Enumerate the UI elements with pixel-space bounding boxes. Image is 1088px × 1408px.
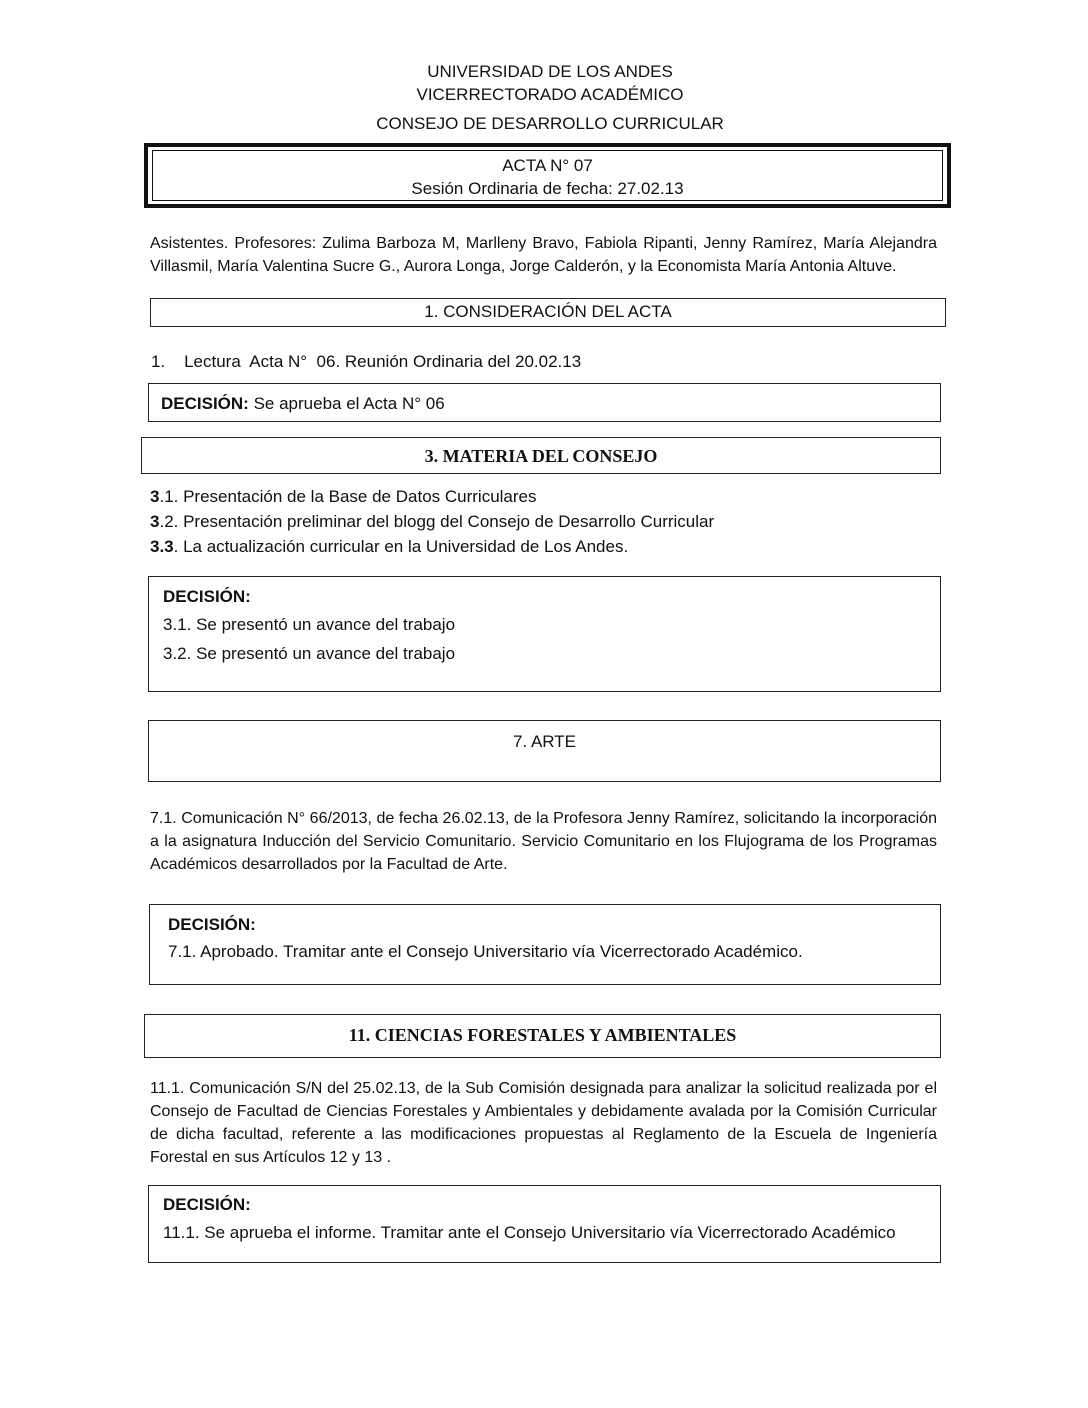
section3-item-list — [150, 484, 714, 559]
section7-header-box — [148, 720, 941, 782]
section3-title: 3. MATERIA DEL CONSEJO — [424, 446, 658, 466]
section7-paragraph: 7.1. Comunicación N° 66/2013, de fecha 26.02.13, de la Profesora Jenny Ramírez, solicitando la incorporación a la asignatura Inducción del Servicio Comunitario. Servicio Comunitario en los Flujograma de los Programas Académicos desarrollados por la Facultad de Arte. — [150, 810, 937, 873]
section3-header-box — [141, 437, 941, 474]
decision-text: 7.1. Aprobado. Tramitar ante el Consejo Universitario vía Vicerrectorado Académico. — [168, 942, 803, 961]
section3-decision-box — [148, 576, 941, 692]
section3-item: 3.1. Presentación de la Base de Datos Curriculares — [150, 487, 537, 506]
section11-title: 11. CIENCIAS FORESTALES Y AMBIENTALES — [348, 1025, 737, 1045]
decision-label: DECISIÓN: — [168, 915, 256, 934]
section3-item: 3.3. La actualización curricular en la Universidad de Los Andes. — [150, 537, 629, 556]
section11-paragraph: 11.1. Comunicación S/N del 25.02.13, de la Sub Comisión designada para analizar la solicitud realizada por el Consejo de Facultad de Ciencias Forestales y Ambientales y debidamente avalada por la Comisión Curricular de dicha facultad, referente a las modificaciones propuestas al Reglamento de la Escuela de Ingeniería Forestal en sus Artículos 12 y 13 . — [150, 1080, 937, 1166]
decision-label: DECISIÓN: — [161, 394, 249, 413]
section1-item: 1. Lectura Acta N° 06. Reunión Ordinaria del 20.02.13 — [151, 352, 582, 371]
section1-title: 1. CONSIDERACIÓN DEL ACTA — [424, 302, 672, 321]
decision-label: DECISIÓN: — [163, 587, 251, 606]
decision-item: 3.1. Se presentó un avance del trabajo — [163, 615, 456, 634]
vicerrectorado-name: VICERRECTORADO ACADÉMICO — [416, 85, 684, 104]
attendees-paragraph: Asistentes. Profesores: Zulima Barboza M, Marlleny Bravo, Fabiola Ripanti, Jenny Ramírez, María Alejandra Villasmil, María Valentina Sucre G., Aurora Longa, Jorge Calderón, y la Economista María Antonia Altuve. — [150, 235, 937, 275]
acta-inner-border — [152, 150, 943, 201]
section11-header-box — [144, 1014, 941, 1058]
decision-label: DECISIÓN: — [163, 1195, 251, 1214]
acta-box — [144, 143, 951, 208]
section3-item: 3.2. Presentación preliminar del blogg del Consejo de Desarrollo Curricular — [150, 512, 715, 531]
section1-header-box — [150, 298, 946, 327]
decision-item: 3.2. Se presentó un avance del trabajo — [163, 644, 456, 663]
section1-decision-box — [148, 383, 941, 422]
section7-decision-box — [149, 904, 941, 985]
section7-title: 7. ARTE — [513, 732, 576, 751]
section11-decision-box — [148, 1185, 941, 1263]
university-name: UNIVERSIDAD DE LOS ANDES — [427, 62, 673, 81]
section1-decision — [161, 394, 445, 414]
decision-text: Se aprueba el Acta N° 06 — [248, 394, 445, 413]
council-name: CONSEJO DE DESARROLLO CURRICULAR — [376, 114, 724, 133]
session-date: Sesión Ordinaria de fecha: 27.02.13 — [411, 179, 684, 198]
acta-number: ACTA N° 07 — [502, 156, 593, 175]
decision-text: 11.1. Se aprueba el informe. Tramitar ante el Consejo Universitario vía Vicerrectorado Académico — [163, 1223, 896, 1242]
